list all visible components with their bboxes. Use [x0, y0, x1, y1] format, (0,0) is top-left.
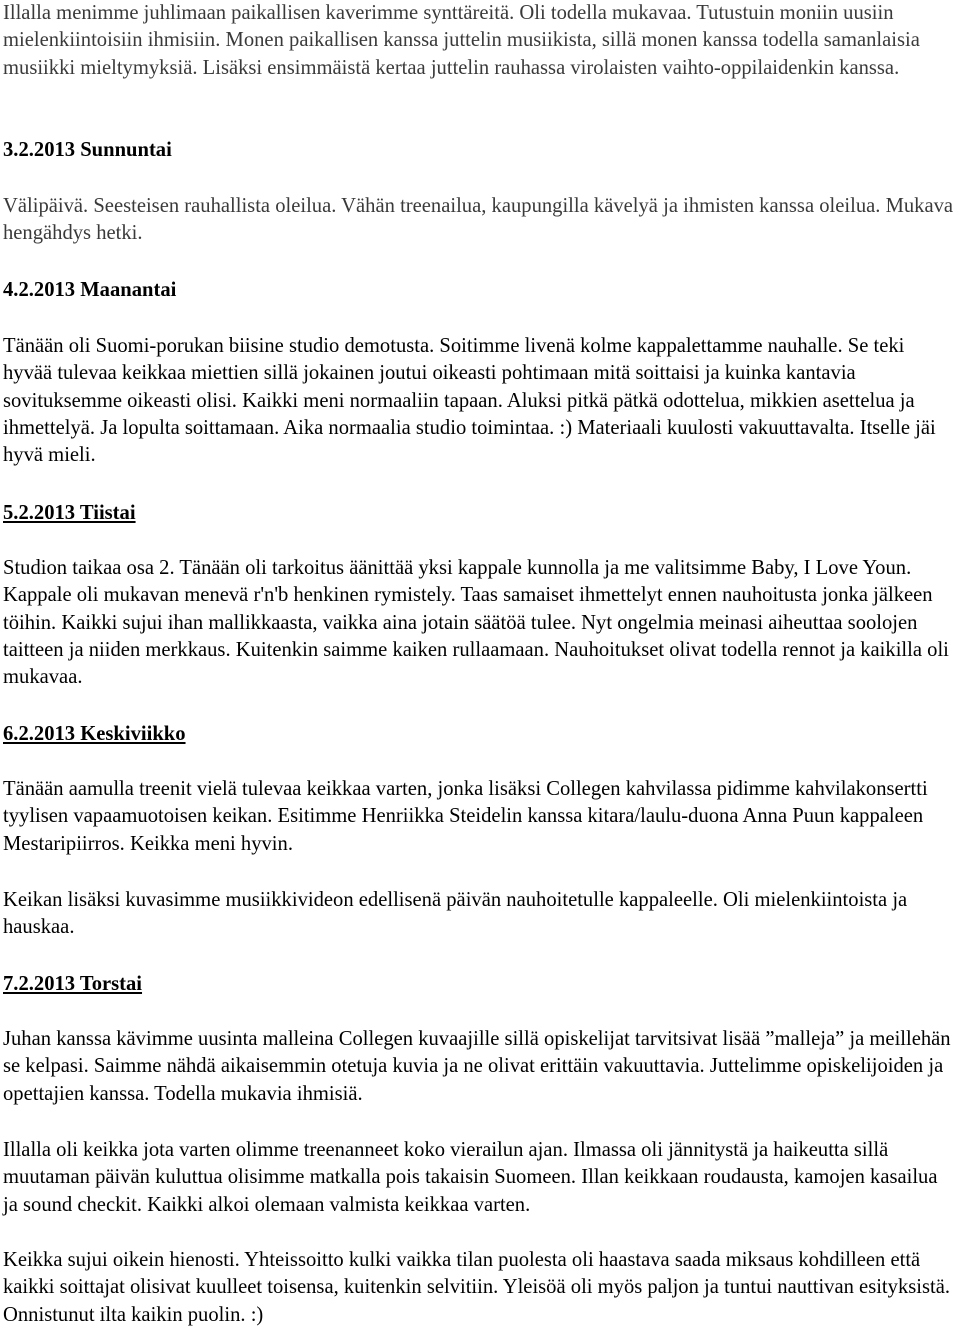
- section-heading-torstai: 7.2.2013 Torstai: [3, 973, 143, 995]
- section-heading-keskiviikko: 6.2.2013 Keskiviikko: [3, 723, 186, 745]
- intro-paragraph: Illalla menimme juhlimaan paikallisen kaverimme synttäreitä. Oli todella mukavaa. Tutustuin moniin uusiin mielenkiintoisiin ihmisiin. Monen paikallisen kanssa juttelin musiikista, sillä monen kanssa todella samanlaisia musiikki mieltymyksiä. Lisäksi ensimmäistä kertaa juttelin rauhassa virolaisten vaihto-oppilaidenkin kanssa.: [3, 2, 920, 79]
- section-paragraph: Keikka sujui oikein hienosti. Yhteissoitto kulki vaikka tilan puolesta oli haastava saada miksaus kohdilleen että kaikki soittajat olisivat kuulleet toisensa, kuitenkin selvitiin. Yleisöä oli myös paljon ja tuntui nauttivan esityksistä. Onnistunut ilta kaikin puolin. :): [3, 1249, 951, 1326]
- section-paragraph: Välipäivä. Seesteisen rauhallista oleilua. Vähän treenailua, kaupungilla kävelyä ja ihmisten kanssa oleilua. Mukava hengähdys hetki.: [3, 195, 954, 245]
- section-heading-maanantai: 4.2.2013 Maanantai: [3, 279, 177, 301]
- section-paragraph: Tänään oli Suomi-porukan biisine studio demotusta. Soitimme livenä kolme kappalettamme nauhalle. Se teki hyvää tulevaa keikkaa miettien sillä jokainen joutui oikeasti pohtimaan mitä soittaisi ja kuinka kantavia sovituksemme oikeasti olisi. Kaikki meni normaaliin tapaan. Aluksi pitkä pätkä odottelua, mikkien asettelua ja ihmettelyä. Ja lopulta soittamaan. Aika normaalia studio toimintaa. :) Materiaali kuulosti vakuuttavalta. Itselle jäi hyvä mieli.: [3, 335, 936, 467]
- section-heading-tiistai: 5.2.2013 Tiistai: [3, 502, 136, 524]
- section-paragraph: Juhan kanssa kävimme uusinta malleina Collegen kuvaajille sillä opiskelijat tarvitsivat lisää ”malleja” ja meillehän se kelpasi. Saimme nähdä aikaisemmin otetuja kuvia ja ne olivat erittäin vakuuttavia. Juttelimme opiskelijoiden ja opettajien kanssa. Todella mukavia ihmisiä.: [3, 1028, 951, 1105]
- section-paragraph: Tänään aamulla treenit vielä tulevaa keikkaa varten, jonka lisäksi Collegen kahvilassa pidimme kahvilakonsertti tyylisen vapaamuotoisen keikan. Esitimme Henriikka Steidelin kanssa kitara/laulu-duona Anna Puun kappaleen Mestaripiirros. Keikka meni hyvin.: [3, 778, 928, 855]
- section-paragraph: Studion taikaa osa 2. Tänään oli tarkoitus äänittää yksi kappale kunnolla ja me valitsimme Baby, I Love Youn. Kappale oli mukavan menevä r'n'b henkinen rymistely. Taas samaiset ihmettelyt ennen nauhoitusta jonka jälkeen töihin. Kaikki sujui ihan mallikkaasta, vaikka aina jotain säätöä tulee. Nyt ongelmia meinasi aiheuttaa soolojen taitteen ja niiden merkkaus. Kuitenkin saimme kaiken rullaamaan. Nauhoitukset olivat todella rennot ja kaikilla oli mukavaa.: [3, 557, 949, 689]
- section-heading-sunnuntai: 3.2.2013 Sunnuntai: [3, 139, 172, 161]
- section-paragraph: Keikan lisäksi kuvasimme musiikkivideon edellisenä päivän nauhoitetulle kappaleelle. Oli mielenkiintoista ja hauskaa.: [3, 889, 908, 939]
- section-paragraph: Illalla oli keikka jota varten olimme treenanneet koko vierailun ajan. Ilmassa oli jännitystä ja haikeutta sillä muutaman päivän kuluttua olisimme matkalla pois takaisin Suomeen. Illan keikkaan roudausta, kamojen kasailua ja sound checkit. Kaikki alkoi olemaan valmista keikkaa varten.: [3, 1139, 938, 1216]
